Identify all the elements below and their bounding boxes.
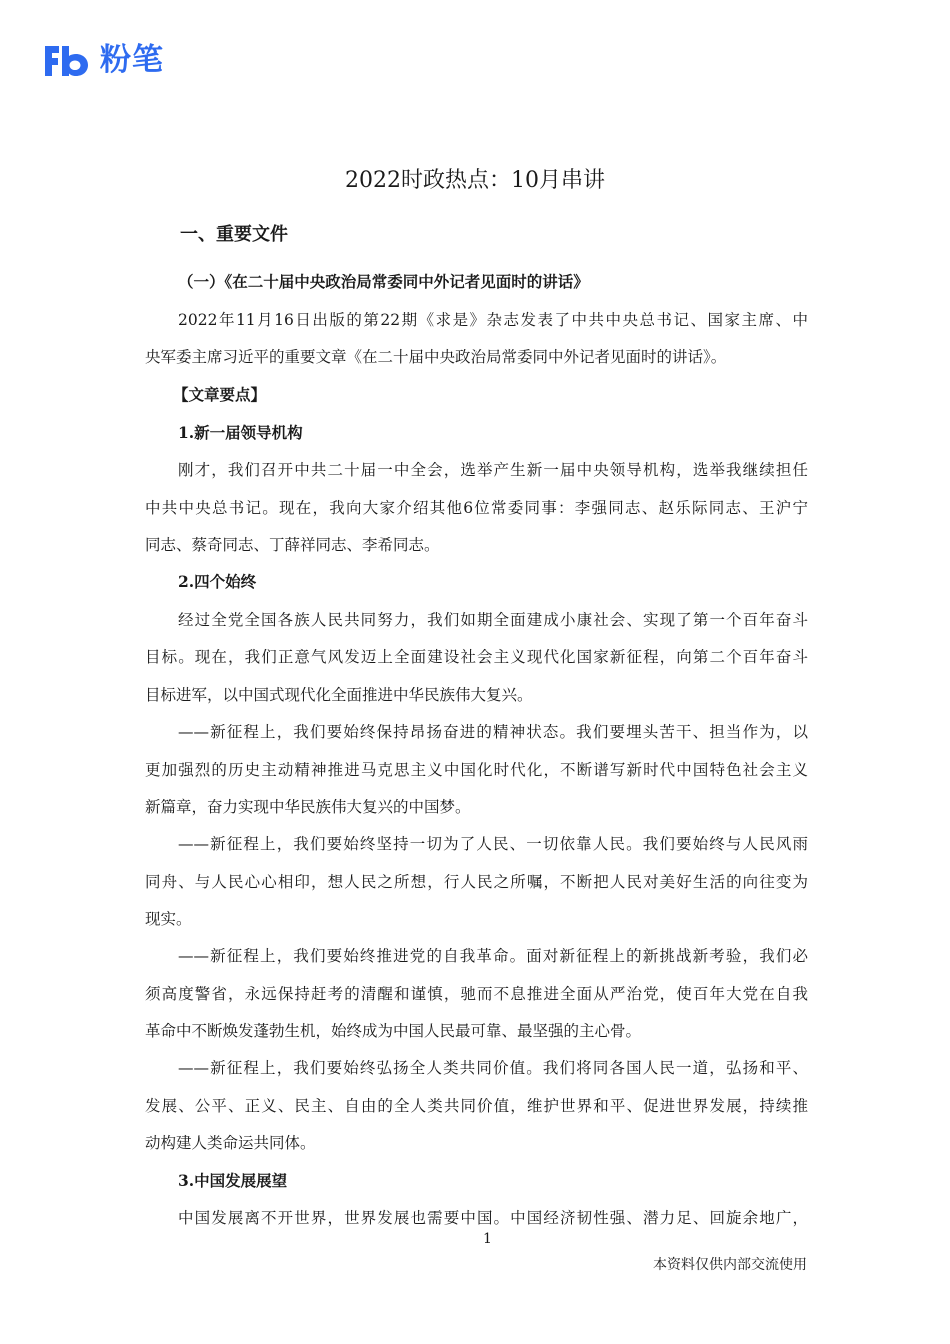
paragraph-line: 同志、蔡奇同志、丁薛祥同志、李希同志。: [145, 536, 440, 554]
paragraph-line: 央军委主席习近平的重要文章《在二十届中央政治局常委同中外记者见面时的讲话》。: [145, 348, 727, 366]
paragraph-line: 中共中央总书记。现在，我向大家介绍其他6位常委同事：李强同志、赵乐际同志、王沪宁: [145, 499, 808, 517]
paragraph-line: 新篇章，奋力实现中华民族伟大复兴的中国梦。: [145, 798, 471, 816]
paragraph-line: 2022年11月16日出版的第22期《求是》杂志发表了中共中央总书记、国家主席、中: [178, 311, 808, 329]
paragraph-line: 目标进军，以中国式现代化全面推进中华民族伟大复兴。: [145, 686, 533, 704]
paragraph-line: 发展、公平、正义、民主、自由的全人类共同价值，维护世界和平、促进世界发展，持续推: [145, 1097, 808, 1115]
paragraph-line: ——新征程上，我们要始终坚持一切为了人民、一切依靠人民。我们要始终与人民风雨: [178, 835, 808, 853]
footer-note: 本资料仅供内部交流使用: [653, 1257, 807, 1273]
page-number: 1: [483, 1231, 492, 1247]
paragraph-line: 中国发展离不开世界，世界发展也需要中国。中国经济韧性强、潜力足、回旋余地广，: [178, 1209, 808, 1227]
paragraph-line: 刚才，我们召开中共二十届一中全会，选举产生新一届中央领导机构，选举我继续担任: [178, 461, 808, 479]
paragraph-line: 须高度警省，永远保持赶考的清醒和谨慎，驰而不息推进全面从严治党，使百年大党在自我: [145, 985, 808, 1003]
brand-logo: [42, 40, 164, 80]
paragraph-line: 动构建人类命运共同体。: [145, 1134, 316, 1152]
paragraph-line: 革命中不断焕发蓬勃生机，始终成为中国人民最可靠、最坚强的主心骨。: [145, 1022, 642, 1040]
paragraph-line: 经过全党全国各族人民共同努力，我们如期全面建成小康社会、实现了第一个百年奋斗: [178, 611, 808, 629]
paragraph-line: 目标。现在，我们正意气风发迈上全面建设社会主义现代化国家新征程，向第二个百年奋斗: [145, 648, 808, 666]
paragraph-line: 现实。: [145, 910, 192, 928]
paragraph-line: 同舟、与人民心心相印，想人民之所想，行人民之所嘱，不断把人民对美好生活的向往变为: [145, 873, 808, 891]
key-points-label: 【文章要点】: [173, 385, 267, 404]
paragraph-line: ——新征程上，我们要始终保持昂扬奋进的精神状态。我们要埋头苦干、担当作为，以: [178, 723, 808, 741]
fb-logo-icon: [42, 40, 94, 80]
point-heading: 2.四个始终: [178, 572, 257, 591]
paragraph-line: ——新征程上，我们要始终推进党的自我革命。面对新征程上的新挑战新考验，我们必: [178, 947, 808, 965]
brand-name: 粉笔: [100, 42, 164, 78]
paragraph-line: ——新征程上，我们要始终弘扬全人类共同价值。我们将同各国人民一道，弘扬和平、: [178, 1059, 808, 1077]
point-heading: 3.中国发展展望: [178, 1171, 288, 1190]
point-heading: 1.新一届领导机构: [178, 423, 303, 442]
subsection-heading: （一）《在二十届中央政治局常委同中外记者见面时的讲话》: [178, 272, 589, 291]
document-title: 2022时政热点：10月串讲: [345, 167, 605, 193]
paragraph-line: 更加强烈的历史主动精神推进马克思主义中国化时代化，不断谱写新时代中国特色社会主义: [145, 761, 808, 779]
section-heading: 一、重要文件: [180, 224, 288, 245]
